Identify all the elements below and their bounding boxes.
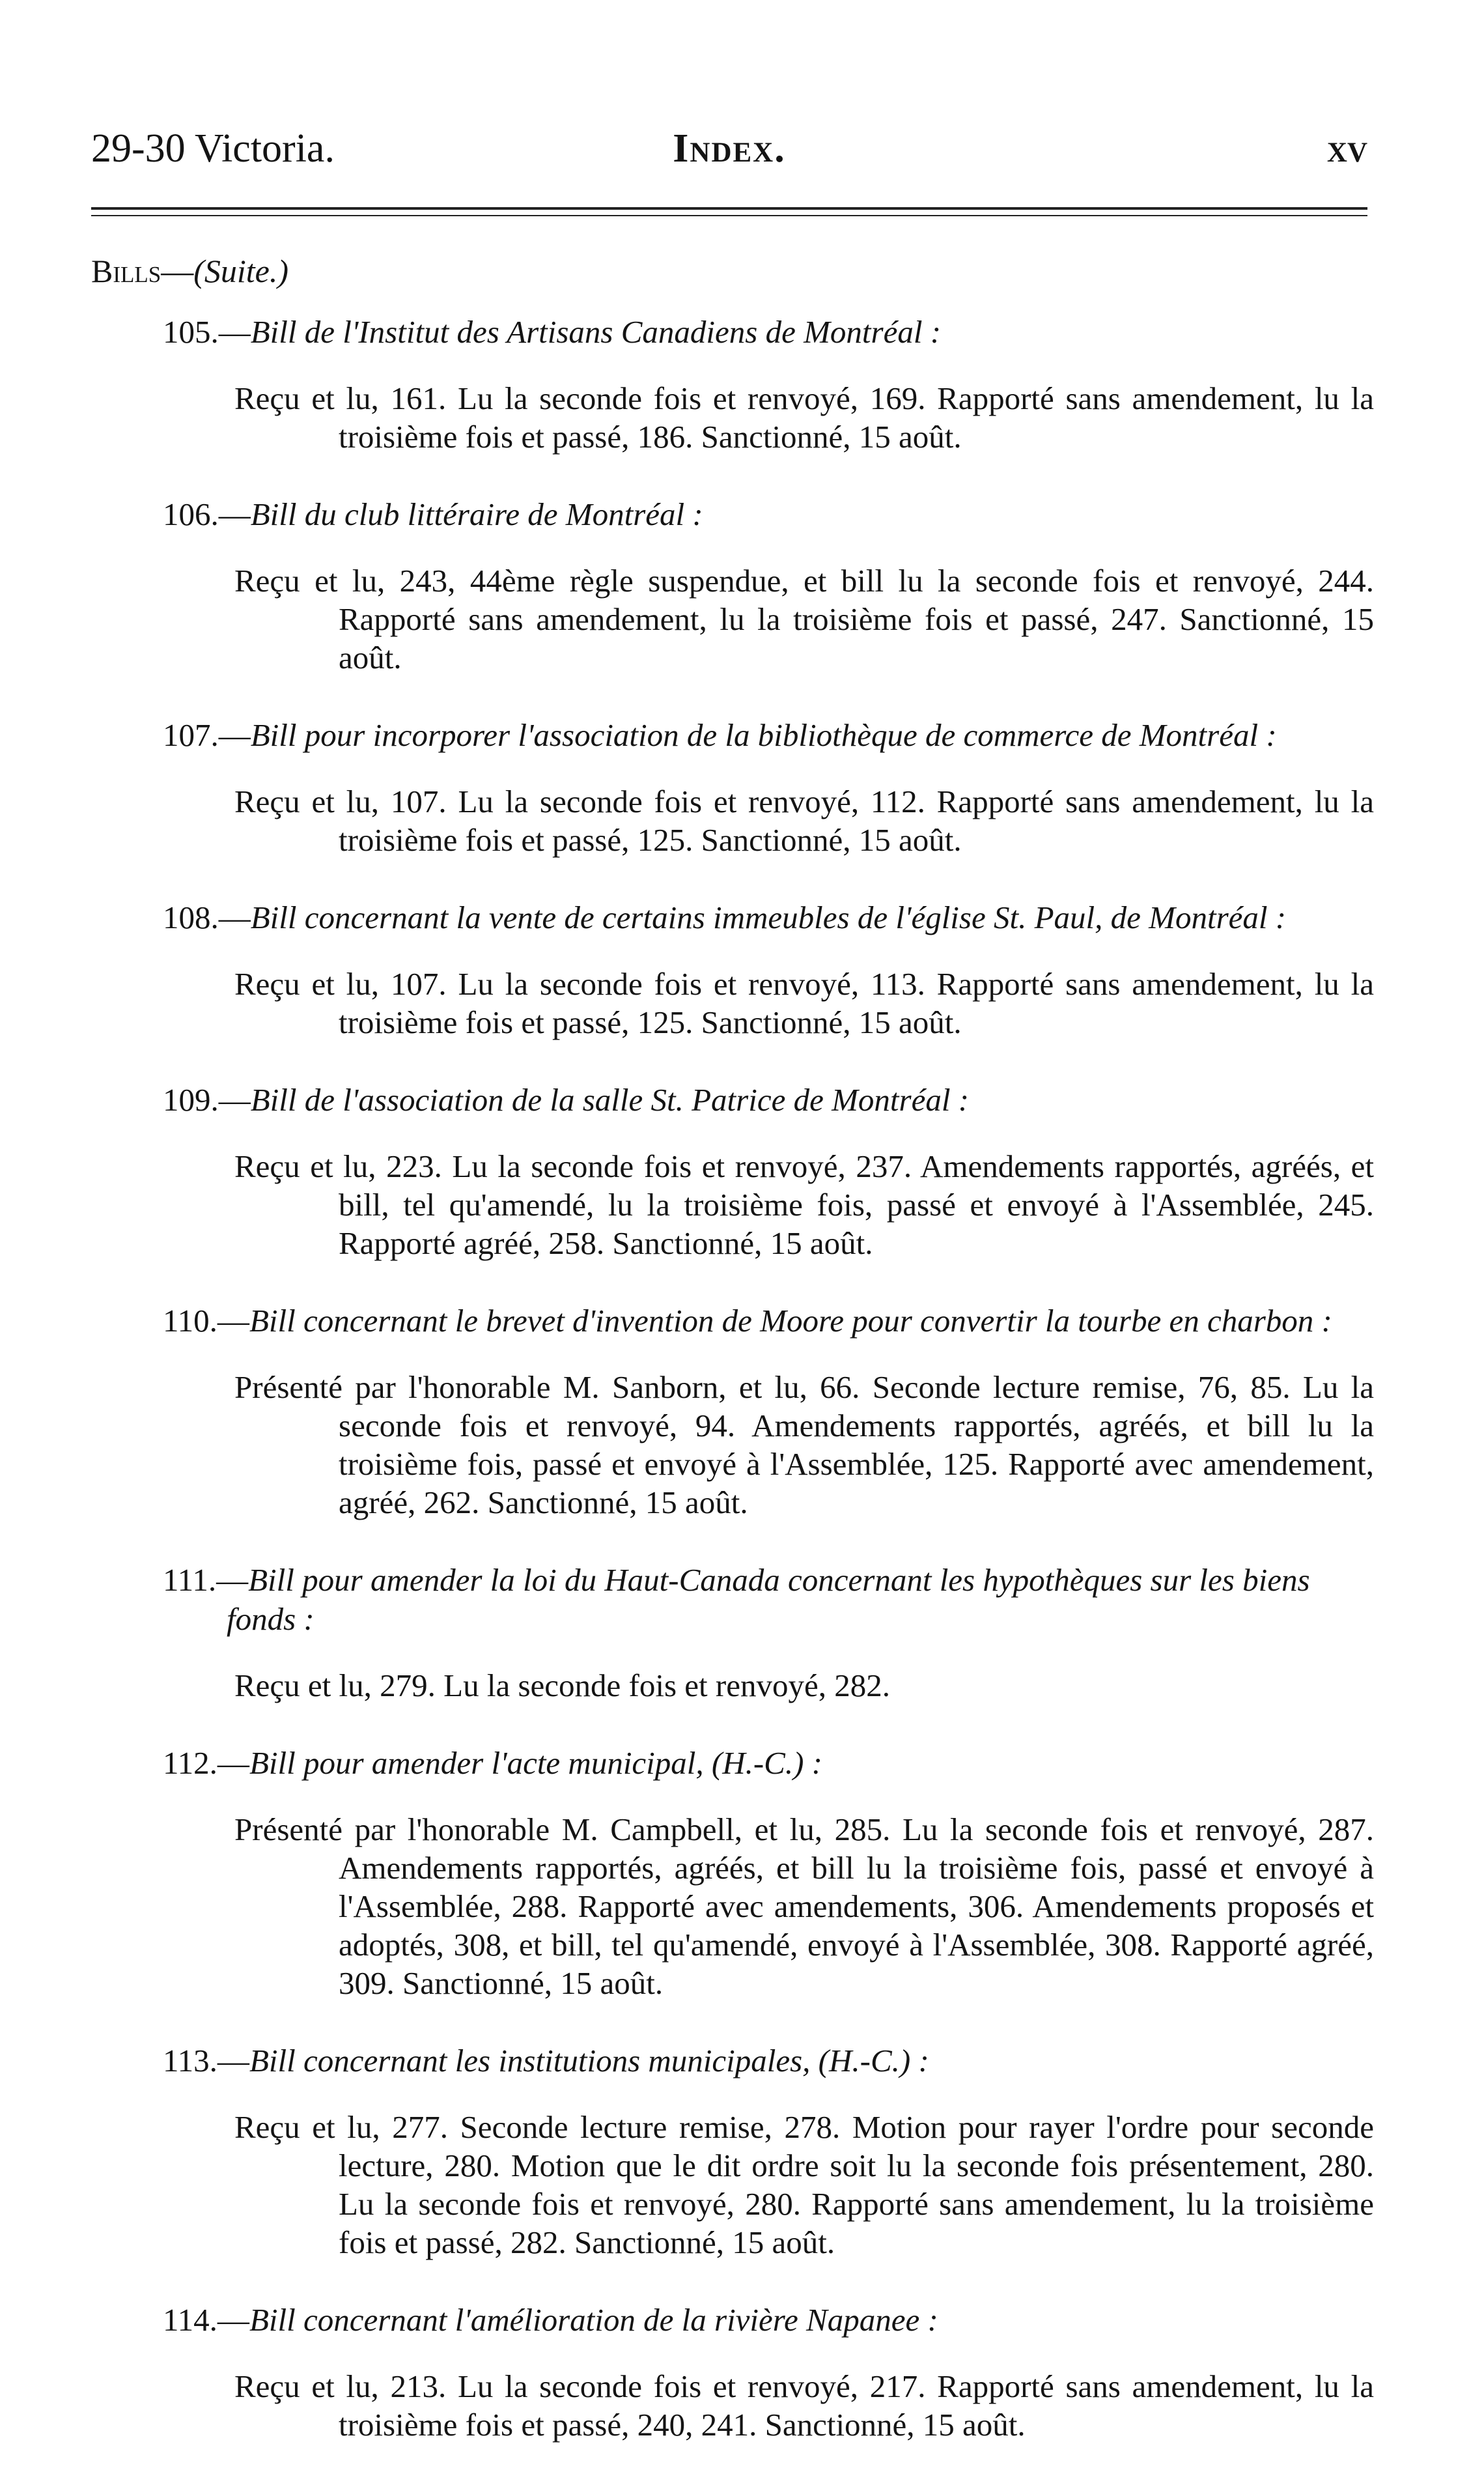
header-rule-thin (91, 215, 1367, 216)
index-entries (163, 313, 1374, 2483)
entry-title (163, 898, 1374, 937)
entry-title (163, 1744, 1374, 1783)
entry-body: Reçu et lu, 161. Lu la seconde fois et renvoyé, 169. Rapporté sans amendement, lu la troisième fois et passé, 186. Sanctionné, 15 août. (234, 380, 1374, 455)
section-continuation: (Suite.) (193, 253, 289, 289)
entry-title-text: Bill concernant la vente de certains immeubles de l'église St. Paul, de Montréal : (250, 900, 1287, 935)
entry-title (163, 1081, 1374, 1120)
entry-number: 109.— (163, 1082, 251, 1118)
entry-body: Reçu et lu, 223. Lu la seconde fois et renvoyé, 237. Amendements rapportés, agréés, et bill, tel qu'amendé, lu la troisième fois, passé et envoyé à l'Assemblée, 245. Rapporté agréé, 258. Sanctionné, 15 août. (234, 1148, 1374, 1261)
entry-title-text: Bill pour amender la loi du Haut-Canada concernant les hypothèques sur les biens fonds : (227, 1562, 1310, 1637)
entry-title-text: Bill concernant les institutions municipales, (H.-C.) : (249, 2043, 929, 2079)
entry-body: Reçu et lu, 107. Lu la seconde fois et renvoyé, 112. Rapporté sans amendement, lu la troisième fois et passé, 125. Sanctionné, 15 août. (234, 784, 1374, 858)
entry-title-text: Bill de l'association de la salle St. Patrice de Montréal : (250, 1082, 970, 1118)
header-rule-thick (91, 207, 1367, 210)
entry-number: 113.— (163, 2043, 249, 2079)
entry-title-text: Bill du club littéraire de Montréal : (250, 496, 703, 532)
header-volume: 29-30 Victoria. (91, 126, 335, 171)
header-page-number: xv (1326, 126, 1367, 171)
entry-number: 110.— (163, 1303, 249, 1339)
entry-body: Présenté par l'honorable M. Campbell, et lu, 285. Lu la seconde fois et renvoyé, 287. Amendements rapportés, agréés, et bill lu la troisième fois, passé et envoyé à l'Assemblée, 288. Rapporté avec amendements, 306. Amendements proposés et adoptés, 308, et bill, tel qu'amendé, envoyé à l'Assemblée, 308. Rapporté agréé, 309. Sanctionné, 15 août. (234, 1811, 1374, 2001)
index-entry (163, 716, 1374, 859)
entry-number: 114.— (163, 2302, 249, 2338)
index-entry (163, 1081, 1374, 1262)
entry-number: 107.— (163, 717, 251, 753)
entry-title (163, 1301, 1374, 1341)
entry-body: Reçu et lu, 277. Seconde lecture remise, 278. Motion pour rayer l'ordre pour seconde lecture, 280. Motion que le dit ordre soit lu la seconde fois présentement, 280. Lu la seconde fois et renvoyé, 280. Rapporté sans amendement, lu la troisième fois et passé, 282. Sanctionné, 15 août. (234, 2109, 1374, 2260)
section-heading: Bills—(Suite.) (91, 253, 289, 289)
entry-title (163, 2301, 1374, 2340)
entry-title (163, 2041, 1374, 2080)
entry-number: 108.— (163, 900, 251, 935)
entry-number: 105.— (163, 314, 251, 350)
entry-number: 112.— (163, 1745, 249, 1781)
entry-title (163, 313, 1374, 352)
index-entry (163, 2301, 1374, 2444)
entry-title (163, 495, 1374, 534)
entry-body: Reçu et lu, 279. Lu la seconde fois et renvoyé, 282. (234, 1667, 890, 1703)
entry-title-text: Bill concernant l'amélioration de la rivière Napanee : (249, 2302, 938, 2338)
index-entry (163, 898, 1374, 1042)
entry-title-text: Bill pour incorporer l'association de la bibliothèque de commerce de Montréal : (250, 717, 1277, 753)
entry-number: 111.— (163, 1562, 249, 1598)
entry-number: 106.— (163, 496, 251, 532)
entry-body: Présenté par l'honorable M. Sanborn, et lu, 66. Seconde lecture remise, 76, 85. Lu la seconde fois et renvoyé, 94. Amendements rapportés, agréés, et bill lu la troisième fois, passé et envoyé à l'Assemblée, 125. Rapporté avec amendement, agréé, 262. Sanctionné, 15 août. (234, 1369, 1374, 1520)
index-entry (163, 313, 1374, 456)
entry-title-text: Bill concernant le brevet d'invention de Moore pour convertir la tourbe en charbon : (249, 1303, 1332, 1339)
index-entry (163, 495, 1374, 677)
running-head (91, 122, 1367, 175)
entry-title-text: Bill de l'Institut des Artisans Canadiens de Montréal : (250, 314, 942, 350)
entry-body: Reçu et lu, 243, 44ème règle suspendue, et bill lu la seconde fois et renvoyé, 244. Rapporté sans amendement, lu la troisième fois et passé, 247. Sanctionné, 15 août. (234, 563, 1374, 675)
entry-title (163, 716, 1374, 755)
entry-body: Reçu et lu, 107. Lu la seconde fois et renvoyé, 113. Rapporté sans amendement, lu la troisième fois et passé, 125. Sanctionné, 15 août. (234, 966, 1374, 1040)
header-title: Index. (673, 126, 786, 171)
index-entry (163, 2041, 1374, 2262)
section-label: Bills (91, 253, 161, 289)
entry-title (163, 1561, 1374, 1639)
index-entry (163, 1561, 1374, 1705)
entry-body: Reçu et lu, 213. Lu la seconde fois et renvoyé, 217. Rapporté sans amendement, lu la troisième fois et passé, 240, 241. Sanctionné, 15 août. (234, 2368, 1374, 2443)
index-entry (163, 1744, 1374, 2002)
entry-title-text: Bill pour amender l'acte municipal, (H.-C.) : (249, 1745, 822, 1781)
index-entry (163, 1301, 1374, 1522)
